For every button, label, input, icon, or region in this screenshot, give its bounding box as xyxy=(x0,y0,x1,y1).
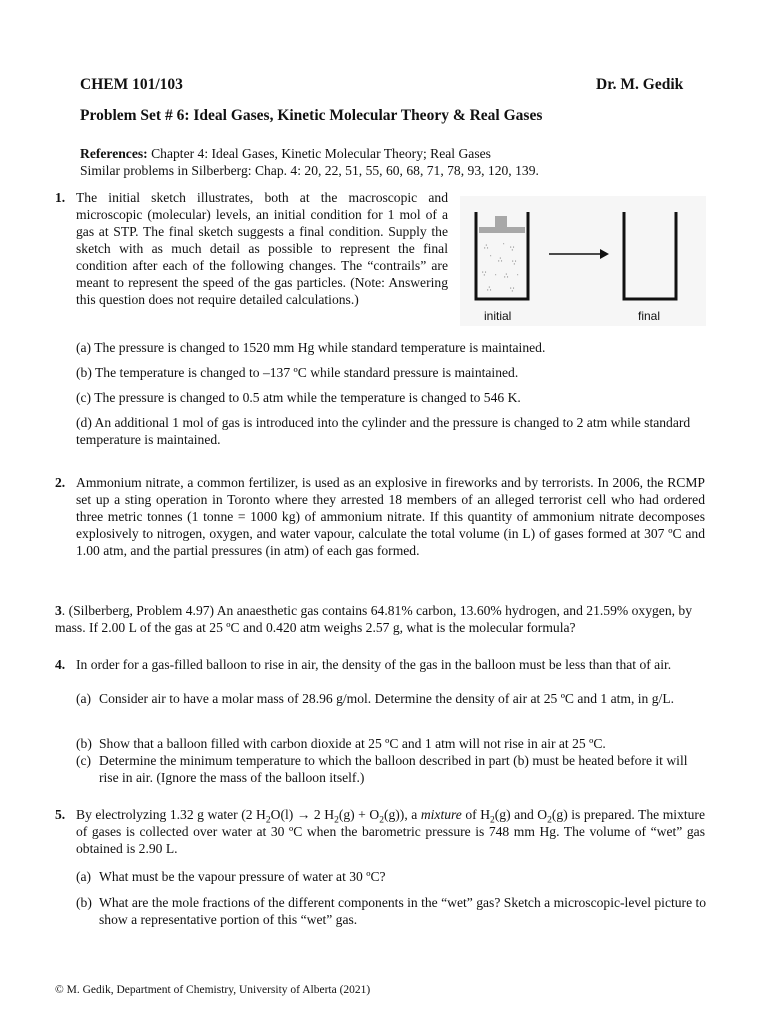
svg-text:∴: ∴ xyxy=(484,243,489,251)
q3 xyxy=(55,602,705,636)
q4-part-c-text: Determine the minimum temperature to which the balloon described in part (b) must be heated before it will rise in air. (Ignore the mass of the balloon itself.) xyxy=(99,753,688,785)
q4-part-b-text: Show that a balloon filled with carbon dioxide at 25 ºC and 1 atm will not rise in air at 25 ºC. xyxy=(99,736,606,751)
svg-text:∵: ∵ xyxy=(512,259,517,267)
references xyxy=(80,145,720,162)
q5-text: By electrolyzing 1.32 g water (2 $H_2O(l) \to 2$ $H_2(g) + O_2(g)$), a mixture of $H_2(g)$ and $O_2(g)$ is prepared. The mixture of gases is collected over water at 30 ºC when the barometric pressure is 748 mm Hg. The volume of “wet” gas obtained is 2.90 L. xyxy=(76,807,705,856)
q1-part-c: (c) The pressure is changed to 0.5 atm while the temperature is changed to 546 K. xyxy=(76,390,521,405)
cylinder-sketch xyxy=(460,196,706,326)
q1-number: 1. xyxy=(55,190,66,205)
q3-number: 3 xyxy=(55,603,62,618)
svg-text:˙: ˙ xyxy=(502,243,506,251)
q4-part-c-label: (c) xyxy=(76,753,92,768)
q3-text: . (Silberberg, Problem 4.97) An anaesthetic gas contains 64.81% carbon, 13.60% hydrogen, and 21.59% oxygen, by mass. If 2.00 L of the gas at 25 ºC and 0.420 atm weighs 2.57 g, what is the molecular formula? xyxy=(55,603,693,635)
initial-label: initial xyxy=(484,309,512,323)
q1-text: The initial sketch illustrates, both at the macroscopic and microscopic (molecular) levels, an initial condition for 1 mol of a gas at STP. The final sketch suggests a final condition. Supply the sketch with as much detail as possible to represent the final condition after each of the following changes. The “contrails” are meant to represent the speed of the gas particles. (Note: Answering this question does not require detailed calculations.) xyxy=(76,190,448,307)
svg-text:∴: ∴ xyxy=(498,256,503,264)
final-label: final xyxy=(638,309,661,323)
svg-text:∵: ∵ xyxy=(510,286,515,294)
svg-text:∴: ∴ xyxy=(504,272,509,280)
q4-part-a-label: (a) xyxy=(76,691,92,706)
instructor-name: Dr. M. Gedik xyxy=(596,76,684,93)
similar-problems: Similar problems in Silberberg: Chap. 4: 20, 22, 51, 55, 60, 68, 71, 78, 93, 120, 139. xyxy=(80,163,539,178)
svg-text:∴: ∴ xyxy=(487,285,492,293)
svg-text:∵: ∵ xyxy=(510,245,515,253)
references-label: References: xyxy=(80,146,148,161)
course-code: CHEM 101/103 xyxy=(80,76,183,93)
q5-number: 5. xyxy=(55,807,66,822)
q2-text: Ammonium nitrate, a common fertilizer, is used as an explosive in fireworks and by terrorists. In 2006, the RCMP set up a sting operation in Toronto where they arrested 18 members of an alleged terrorist cell who had ordered three metric tonnes (1 tonne = 1000 kg) of ammonium nitrate. If this quantity of ammonium nitrate decomposes explosively to nitrogen, oxygen, and water vapour, calculate the total volume (in L) of gases formed at 307 ºC and 1.00 atm, and the partial pressures (in atm) of each gas formed. xyxy=(76,475,705,558)
q5-part-b-label: (b) xyxy=(76,895,92,910)
q5-part-b-text: What are the mole fractions of the different components in the “wet” gas? Sketch a microscopic-level picture to show a representative portion of this “wet” gas. xyxy=(99,895,707,927)
q5-part-a-text: What must be the vapour pressure of water at 30 ºC? xyxy=(99,869,386,884)
svg-text:∵: ∵ xyxy=(482,270,487,278)
q1-part-a: (a) The pressure is changed to 1520 mm Hg while standard temperature is maintained. xyxy=(76,340,546,355)
q2-number: 2. xyxy=(55,475,66,490)
svg-text:˙: ˙ xyxy=(516,274,520,282)
svg-text:˙: ˙ xyxy=(494,274,498,282)
q4-part-a-text: Consider air to have a molar mass of 28.96 g/mol. Determine the density of air at 25 ºC and 1 atm, in g/L. xyxy=(99,691,675,706)
q4-number: 4. xyxy=(55,657,66,672)
q4-text: In order for a gas-filled balloon to rise in air, the density of the gas in the balloon must be less than that of air. xyxy=(76,657,672,672)
page-title: Problem Set # 6: Ideal Gases, Kinetic Molecular Theory & Real Gases xyxy=(80,107,543,124)
q1-figure xyxy=(460,196,706,326)
q4-part-b-label: (b) xyxy=(76,736,92,751)
svg-text:˙: ˙ xyxy=(489,255,493,263)
references-text: Chapter 4: Ideal Gases, Kinetic Molecular Theory; Real Gases xyxy=(151,146,491,161)
q5-part-a-label: (a) xyxy=(76,869,92,884)
q1-part-b: (b) The temperature is changed to –137 ºC while standard pressure is maintained. xyxy=(76,365,519,380)
footer-copyright: © M. Gedik, Department of Chemistry, University of Alberta (2021) xyxy=(55,984,371,996)
q1-part-d: (d) An additional 1 mol of gas is introduced into the cylinder and the pressure is changed to 2 atm while standard temperature is maintained. xyxy=(76,415,691,447)
